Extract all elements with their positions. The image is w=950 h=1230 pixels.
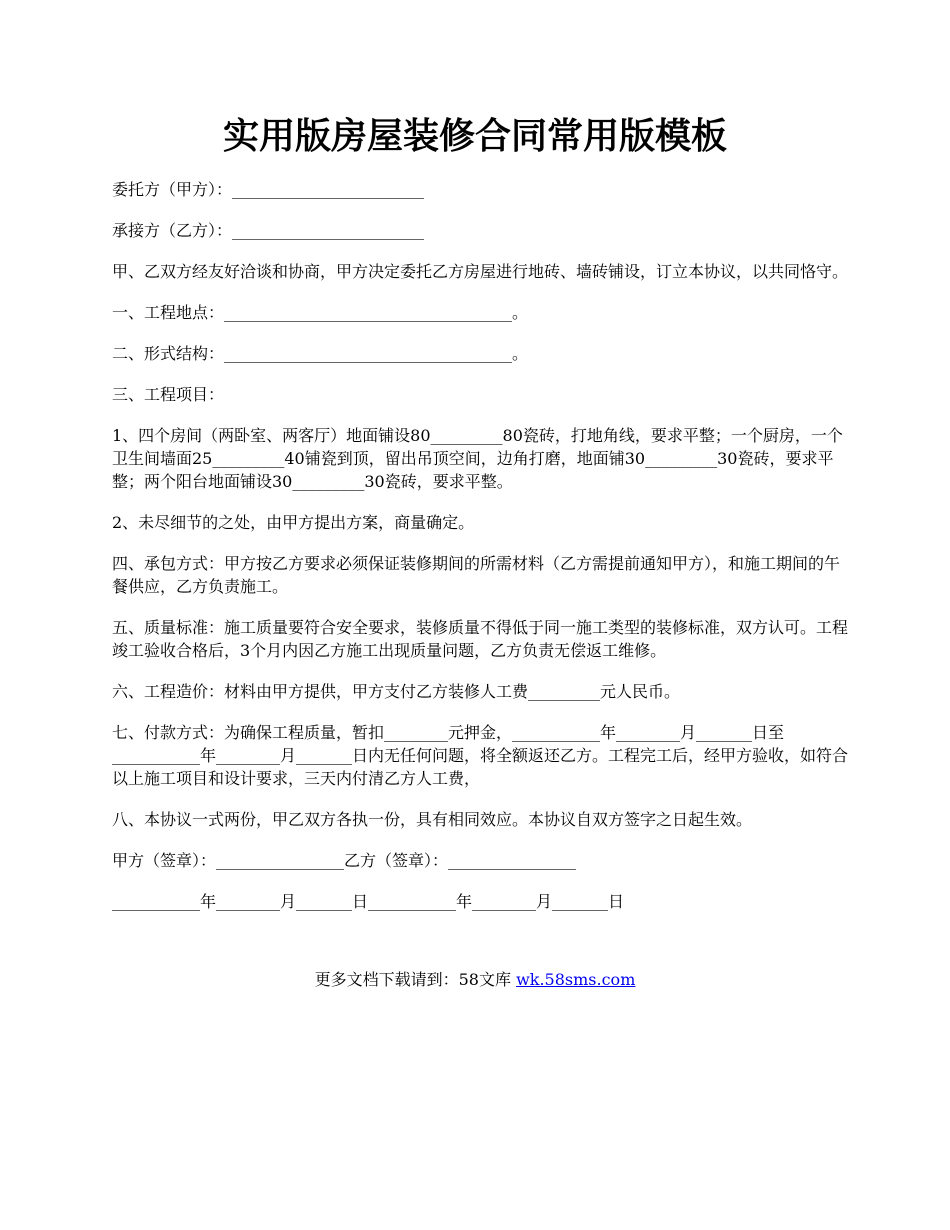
party-b-line: 承接方（乙方）：________________________: [112, 221, 425, 240]
project-item-1: 1、四个房间（两卧室、两客厅）地面铺设80_________80瓷砖，打地角线，要求平整；一个厨房，一个卫生间墙面25_________40铺瓷到顶，留出吊顶空间，边角打磨，地面铺30_________30瓷砖，要求平整；两个阳台地面铺设30_________30瓷砖，要求平整。: [112, 426, 843, 491]
section-structure: 二、形式结构：____________________________________。: [112, 344, 529, 363]
section-contract-method: 四、承包方式：甲方按乙方要求必须保证装修期间的所需材料（乙方需提前通知甲方），和施工期间的午餐供应，乙方负责施工。: [112, 554, 841, 596]
party-a-line: 委托方（甲方）：________________________: [112, 180, 425, 199]
section-project-heading: 三、工程项目：: [112, 385, 225, 404]
document-title: 实用版房屋装修合同常用版模板: [222, 115, 727, 157]
footer-note: [0, 968, 950, 991]
footer-link[interactable]: wk.58sms.com: [516, 970, 636, 989]
project-item-2: 2、未尽细节的之处，由甲方提出方案，商量确定。: [112, 513, 475, 532]
preamble-paragraph: 甲、乙双方经友好洽谈和协商，甲方决定委托乙方房屋进行地砖、墙砖铺设，订立本协议，以共同恪守。: [112, 262, 849, 281]
date-line: ___________年________月_______日___________年________月_______日: [112, 892, 625, 911]
section-location: 一、工程地点：____________________________________。: [112, 303, 529, 322]
section-payment: 七、付款方式：为确保工程质量，暂扣________元押金，___________年________月_______日至___________年________月_______日内无任何问题，将全额返还乙方。工程完工后，经甲方验收，如符合以上施工项目和设计要求，三天内付清乙方人工费，: [112, 723, 849, 788]
signature-line: 甲方（签章）：________________乙方（签章）：________________: [112, 851, 577, 870]
footer-prefix: 更多文档下载请到：58文库: [314, 970, 517, 989]
section-project-cost: 六、工程造价：材料由甲方提供，甲方支付乙方装修人工费_________元人民币。: [112, 682, 681, 701]
section-agreement-copies: 八、本协议一式两份，甲乙双方各执一份，具有相同效应。本协议自双方签字之日起生效。: [112, 810, 753, 829]
document-body: [112, 178, 852, 931]
section-quality-standard: 五、质量标准：施工质量要符合安全要求，装修质量不得低于同一施工类型的装修标准，双方认可。工程竣工验收合格后，3个月内因乙方施工出现质量问题，乙方负责无偿返工维修。: [112, 618, 849, 660]
